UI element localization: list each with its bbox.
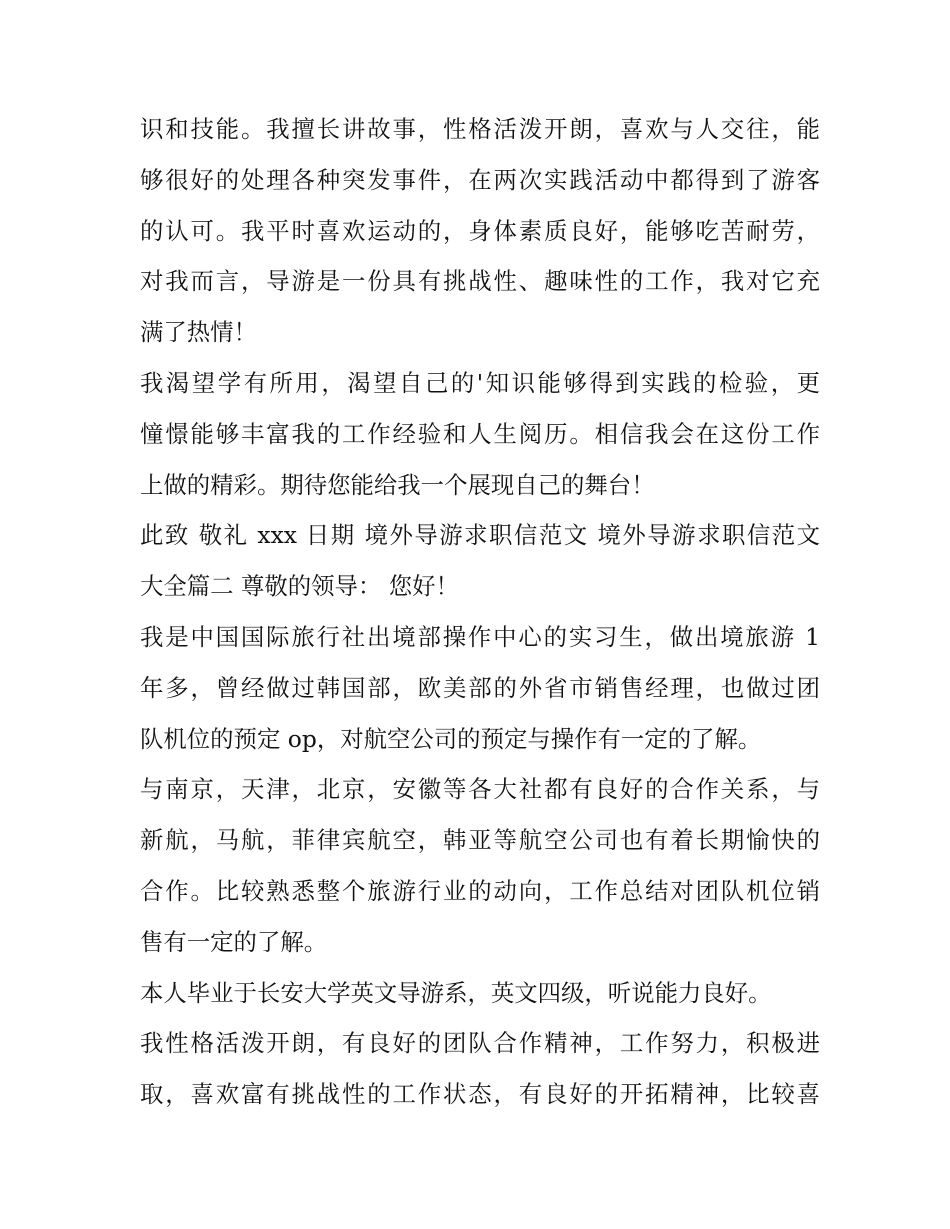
text-line: 够很好的处理各种突发事件，在两次实践活动中都得到了游客 — [140, 165, 820, 194]
text-line: 我是中国国际旅行社出境部操作中心的实习生，做出境旅游 1 — [140, 622, 820, 651]
text-line: 上做的精彩。期待您能给我一个展现自己的舞台！ — [140, 470, 655, 499]
text-line: 此致 敬礼 xxx 日期 境外导游求职信范文 境外导游求职信范文 — [140, 521, 820, 550]
text-line: 与南京，天津，北京，安徽等各大社都有良好的合作关系，与 — [140, 775, 820, 804]
text-line: 的认可。我平时喜欢运动的，身体素质良好，能够吃苦耐劳， — [140, 216, 820, 245]
text-line: 本人毕业于长安大学英文导游系，英文四级，听说能力良好。 — [140, 978, 772, 1007]
text-line: 识和技能。我擅长讲故事，性格活泼开朗，喜欢与人交往，能 — [140, 115, 820, 143]
document-body — [140, 104, 820, 1120]
text-line: 年多，曾经做过韩国部，欧美部的外省市销售经理，也做过团 — [140, 673, 820, 702]
paragraph-7 — [140, 1018, 820, 1120]
text-line: 大全篇二 尊敬的领导： 您好！ — [140, 572, 459, 601]
text-line: 合作。比较熟悉整个旅游行业的动向，工作总结对团队机位销 — [140, 876, 820, 905]
text-line: 对我而言，导游是一份具有挑战性、趣味性的工作，我对它充 — [140, 267, 820, 296]
text-line: 队机位的预定 op，对航空公司的预定与操作有一定的了解。 — [140, 724, 762, 753]
paragraph-1 — [140, 104, 820, 358]
paragraph-4 — [140, 612, 820, 764]
text-line: 售有一定的了解。 — [140, 927, 328, 956]
paragraph-5 — [140, 764, 820, 967]
text-line: 满了热情！ — [140, 318, 257, 347]
text-line: 取，喜欢富有挑战性的工作状态，有良好的开拓精神，比较喜 — [140, 1080, 820, 1109]
paragraph-3 — [140, 510, 820, 612]
text-line: 新航，马航，菲律宾航空，韩亚等航空公司也有着长期愉快的 — [140, 826, 820, 855]
paragraph-6 — [140, 968, 820, 1019]
paragraph-2 — [140, 358, 820, 510]
text-line: 憧憬能够丰富我的工作经验和人生阅历。相信我会在这份工作 — [140, 419, 820, 448]
text-line: 我渴望学有所用，渴望自己的'知识能够得到实践的检验，更 — [140, 368, 820, 397]
text-line: 我性格活泼开朗，有良好的团队合作精神，工作努力，积极进 — [140, 1029, 820, 1058]
